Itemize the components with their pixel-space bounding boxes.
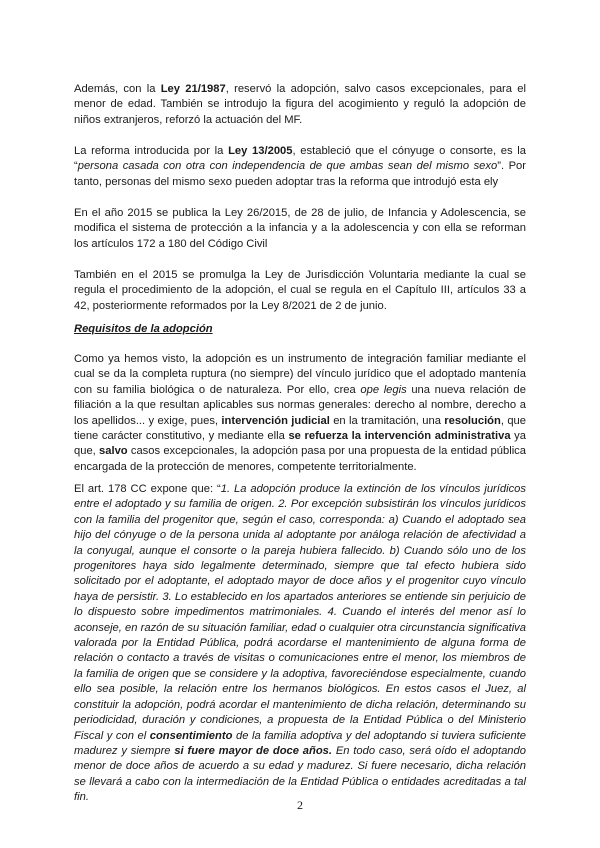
text-run: También en el 2015 se promulga la Ley de Jurisdicción Voluntaria mediante la cual se regula el procedimiento de la adopción, el cual se regula en el Capítulo III, artículos 33 a 42, posteriormente reformados por la Ley 8/2021 de 2 de junio. <box>74 269 526 312</box>
bold-term: resolución <box>444 414 501 427</box>
text-run: , reservó la adopción, salvo casos excepcionales, para el menor de edad. También se introdujo la figura del acogimiento y reguló la adopción de niños extranjeros, reforzó la actuación del MF. <box>74 83 526 126</box>
text-run: ”. Por tanto, personas del mismo sexo pueden adoptar tras la reforma que introdujó esta ely <box>74 160 526 188</box>
paragraph-adopcion-integracion <box>74 352 526 475</box>
paragraph-art-178-cc <box>74 482 526 806</box>
section-heading: Requisitos de la adopción <box>74 323 213 335</box>
bold-term: se refuerza la intervención administrativa <box>288 430 511 443</box>
paragraph-ley-13-2005 <box>74 144 526 190</box>
quoted-article-text: 1. La adopción produce la extinción de los vínculos jurídicos entre el adoptado y su familia de origen. 2. Por excepción subsistirán los vínculos jurídicos con la familia del progenitor que, según el caso, corresponda: a) Cuando el adoptado sea hijo del cónyuge o de la persona unida al adoptante por análoga relación de afectividad a la conyugal, aunque el consorte o la pareja hubiera fallecido. b) Cuando sólo uno de los progenitores haya sido legalmente determinado, siempre que tal efecto hubiera sido solicitado por el adoptante, el adoptado mayor de doce años y el progenitor cuyo vínculo haya de persistir. 3. Lo establecido en los apartados anteriores se entiende sin perjuicio de lo dispuesto sobre impedimentos matrimoniales. 4. Cuando el interés del menor así lo aconseje, en razón de su situación familiar, edad o cualquier otra circunstancia significativa valorada por la Entidad Pública, podrá acordarse el mantenimiento de alguna forma de relación o contacto a través de visitas o comunicaciones entre el menor, los miembros de la familia de origen que se considere y la adoptiva, favoreciéndose especialmente, cuando ello sea posible, la relación entre los hermanos biológicos. En estos casos el Juez, al constituir la adopción, podrá acordar el mantenimiento de dicha relación, determinando su periodicidad, duración y condiciones, a propuesta de la Entidad Pública o del Ministerio Fiscal y con el <box>74 483 526 742</box>
text-run: Además, con la <box>74 83 161 95</box>
text-run: En el año 2015 se publica la Ley 26/2015, de 28 de julio, de Infancia y Adolescencia, se modifica el sistema de protección a la infancia y a la adolescencia y con ella se reforman los artículos 172 a 180 del Código Civil <box>74 207 526 250</box>
text-run: Como ya hemos visto, la adopción es un instrumento de integración familiar mediante el cual se da la completa ruptura (no siempre) del vínculo jurídico que el adoptado mantenía con su familia biológica o de naturaleza. Por ello, crea <box>74 353 526 396</box>
quoted-definition: persona casada con otra con independencia de que ambas sean del mismo sexo <box>77 160 498 173</box>
text-run: ya que, <box>74 430 526 458</box>
quoted-article-text: En todo caso, será oído el adoptando menor de doce años de acuerdo a su edad y madurez. Si fuere necesario, dicha relación se llevará a cabo con la intermediación de la Entidad Pública o entidades acreditadas a tal fin. <box>74 744 526 804</box>
paragraph-ley-21-1987 <box>74 82 526 128</box>
bold-term: intervención judicial <box>221 414 330 427</box>
page-number: 2 <box>297 798 303 812</box>
text-run: , estableció que el cónyuge o consorte, es la “ <box>74 145 526 173</box>
text-run: una nueva relación de filiación a la que resultan aplicables sus normas generales: derecho al nombre, derecho a los apellidos... y exige, pues, <box>74 383 527 427</box>
text-run: , que tiene carácter constitutivo, y mediante ella <box>74 414 526 443</box>
bold-term: salvo <box>99 445 128 458</box>
latin-term: ope legis <box>360 383 407 396</box>
quoted-article-text: de la familia adoptiva y del adoptando si tuviera suficiente madurez y siempre <box>74 729 526 757</box>
text-run: en la tramitación, una <box>329 414 445 427</box>
bold-italic-term: si fuere mayor de doce años. <box>174 744 333 757</box>
text-run: casos excepcionales, la adopción pasa por una propuesta de la entidad pública encargada de la protección de menores, competente territorialmente. <box>74 445 526 473</box>
bold-italic-term: consentimiento <box>149 729 233 742</box>
paragraph-jurisdiccion-voluntaria <box>74 268 526 314</box>
text-run: La reforma introducida por la <box>74 145 229 157</box>
law-reference: Ley 13/2005 <box>228 145 293 157</box>
law-reference: Ley 21/1987 <box>160 83 226 95</box>
paragraph-ley-26-2015 <box>74 206 526 252</box>
text-run: El art. 178 CC expone que: “ <box>74 483 221 495</box>
